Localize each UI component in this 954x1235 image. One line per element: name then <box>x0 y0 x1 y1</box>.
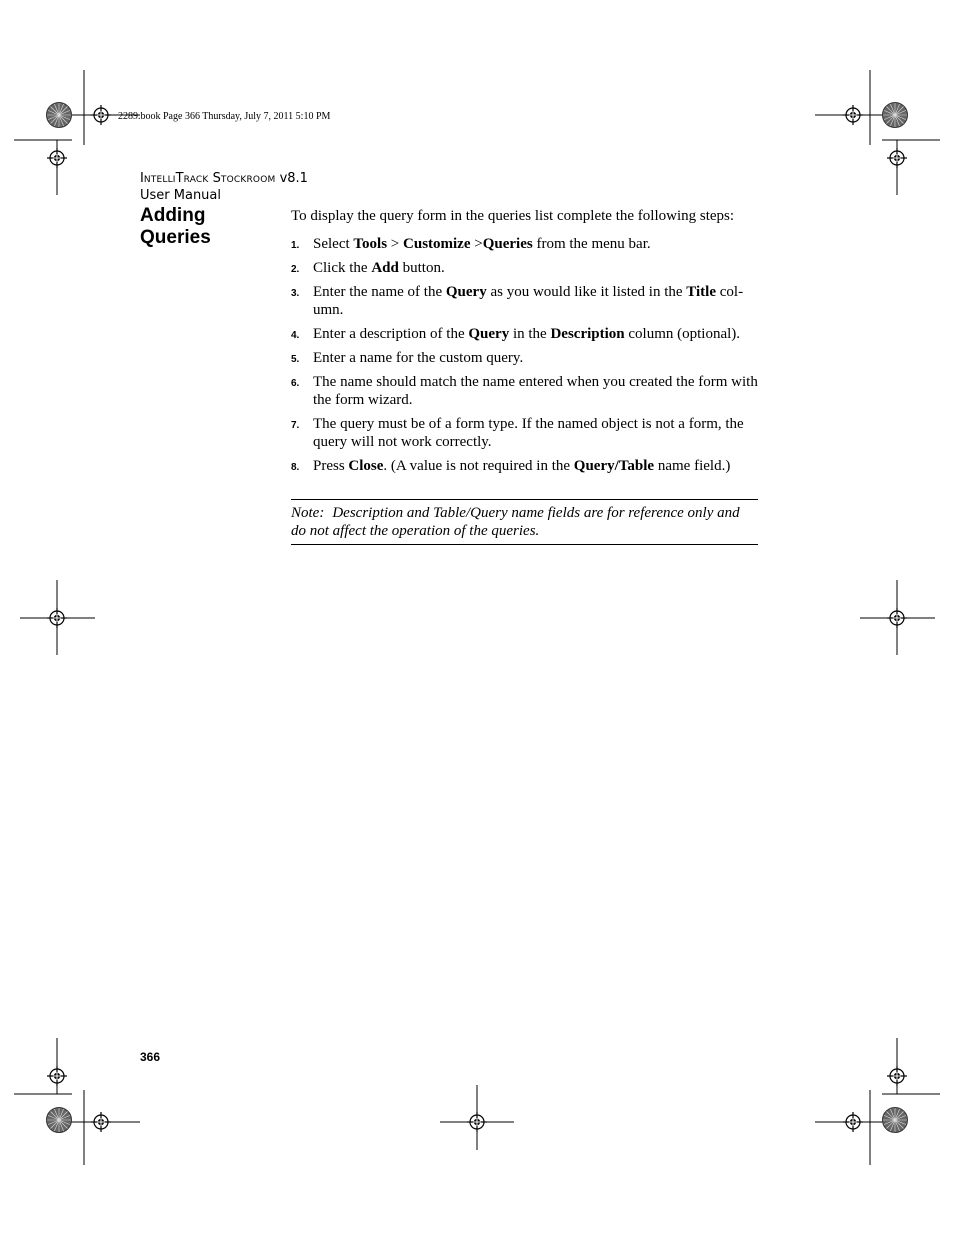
page-number: 366 <box>140 1050 161 1064</box>
step-item: 7. The query must be of a form type. If the named object is not a form, the query will not work correctly. <box>291 416 744 450</box>
note-label: Note: <box>291 505 325 521</box>
steps-list <box>291 235 758 475</box>
note-box <box>291 499 758 545</box>
step-item: 2. Click the Add button. <box>291 260 445 276</box>
note-text: Description and Table/Query name fields are for reference only and do not affect the operation of the queries. <box>291 505 740 539</box>
step-item: 4. Enter a description of the Query in the Description column (optional). <box>291 326 741 342</box>
print-slug: 2289.book Page 366 Thursday, July 7, 2011 5:10 PM <box>118 111 331 122</box>
step-item: 8. Press Close. (A value is not required in the Query/Table name field.) <box>291 458 731 474</box>
running-header <box>140 170 308 204</box>
step-item: 6. The name should match the name entered when you created the form with the form wizard. <box>291 374 758 408</box>
step-item: 3. Enter the name of the Query as you would like it listed in the Title col-umn. <box>291 284 744 318</box>
intro-paragraph: To display the query form in the queries list complete the following steps: <box>291 208 735 224</box>
step-item: 1. Select Tools > Customize >Queries from the menu bar. <box>291 236 651 252</box>
step-item: 5. Enter a name for the custom query. <box>291 350 524 366</box>
body-column <box>291 207 758 481</box>
product-name: IntelliTrack Stockroom v8.1 <box>140 171 308 186</box>
section-title: Adding Queries <box>140 205 211 248</box>
manual-name: User Manual <box>140 188 222 203</box>
